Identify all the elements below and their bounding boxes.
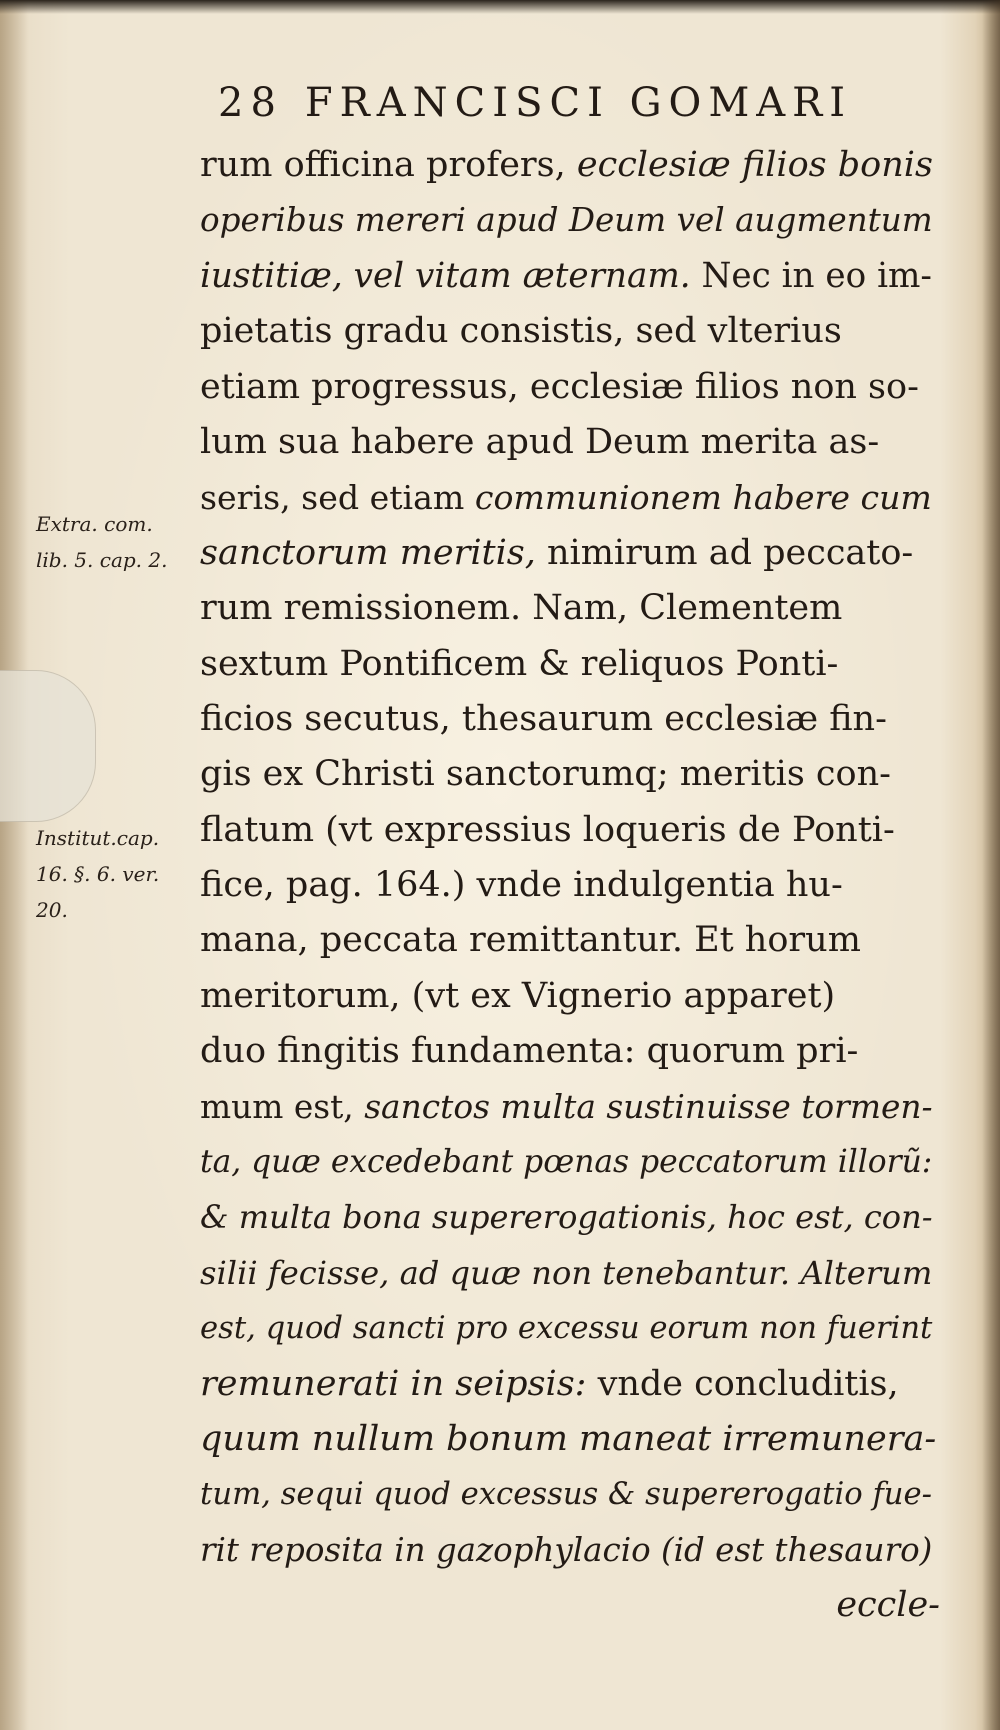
text-line — [200, 1080, 940, 1135]
text-line — [200, 470, 940, 525]
roman-text-run: ficios secutus, thesaurum ecclesiæ fin- — [200, 698, 887, 739]
spine-shadow — [0, 0, 28, 1730]
roman-text-run: flatum (vt expressius loqueris de Ponti- — [200, 809, 895, 850]
text-line — [200, 360, 940, 415]
text-line — [200, 747, 940, 802]
text-line-content — [200, 803, 895, 858]
text-line-content — [200, 858, 843, 913]
text-line-content — [200, 138, 933, 193]
text-line — [200, 913, 940, 968]
roman-text-run: mana, peccata remittantur. Et horum — [200, 920, 861, 961]
text-line-content — [200, 1301, 932, 1356]
roman-text-run: nimirum ad peccato- — [535, 532, 914, 573]
italic-text-run: iustitiæ, vel vitam æternam. — [200, 255, 691, 296]
text-line-content — [200, 526, 913, 581]
text-line-content — [200, 1024, 858, 1079]
text-line — [200, 193, 940, 248]
italic-text-run: rit reposita in gazophylacio (id est thesauro) — [200, 1530, 933, 1569]
text-line — [200, 1467, 940, 1522]
catchword: eccle- — [836, 1585, 940, 1626]
roman-text-run: rum remissionem. Nam, Clementem — [200, 588, 843, 629]
text-line-content — [200, 1135, 932, 1190]
italic-text-run: ta, quæ excedebant pœnas peccatorum illorũ: — [200, 1144, 933, 1181]
catchword-line — [200, 1578, 940, 1633]
text-line-content — [200, 1467, 932, 1522]
italic-text-run: sanctorum meritis, — [200, 532, 536, 573]
text-line-content — [200, 581, 842, 636]
text-line — [200, 1135, 940, 1190]
text-line — [200, 1412, 940, 1467]
margin-note-extravagantes — [36, 506, 196, 578]
text-line-content — [200, 969, 835, 1024]
text-line-content — [200, 913, 861, 968]
italic-text-run: est, quod sancti pro excessu eorum non fuerint — [200, 1311, 933, 1347]
text-line — [200, 304, 940, 359]
margin-note-line: 20. — [36, 898, 68, 922]
right-edge-shadow — [982, 0, 1000, 1730]
roman-text-run: seris, sed etiam — [200, 478, 475, 518]
text-line-content — [200, 1246, 932, 1301]
margin-note-line: Extra. com. — [36, 512, 153, 536]
roman-text-run: mum est, — [200, 1087, 365, 1126]
text-line — [200, 858, 940, 913]
margin-note-institutio — [36, 820, 196, 928]
text-line — [200, 1523, 940, 1578]
text-line — [200, 249, 940, 304]
text-line-content — [200, 1080, 933, 1135]
margin-note-line: lib. 5. cap. 2. — [36, 548, 168, 572]
paper-repair-patch — [0, 670, 96, 822]
page-number: 28 — [218, 80, 283, 126]
text-line-content — [200, 1357, 899, 1412]
roman-text-run: duo fingitis fundamenta: quorum pri- — [200, 1031, 859, 1072]
text-line — [200, 1301, 940, 1356]
margin-note-line: Institut.cap. — [36, 826, 160, 850]
italic-text-run: sanctos multa sustinuisse tormen- — [364, 1087, 933, 1126]
italic-text-run: operibus mereri apud Deum vel augmentum — [200, 201, 933, 240]
text-line-content — [200, 747, 891, 802]
text-line — [200, 692, 940, 747]
italic-text-run: tum, sequi quod excessus & supererogatio fue- — [200, 1477, 933, 1513]
text-line-content — [200, 360, 919, 415]
text-line-content — [200, 249, 932, 304]
text-line-content — [200, 470, 932, 525]
text-line — [200, 526, 940, 581]
roman-text-run: etiam progressus, ecclesiæ filios non so- — [200, 366, 919, 407]
text-line — [200, 415, 940, 470]
roman-text-run: gis ex Christi sanctorumq; meritis con- — [200, 754, 891, 795]
roman-text-run: pietatis gradu consistis, sed vlterius — [200, 311, 842, 352]
text-line — [200, 138, 940, 193]
roman-text-run: lum sua habere apud Deum merita as- — [200, 421, 880, 462]
roman-text-run: fice, pag. 164.) vnde indulgentia hu- — [200, 865, 843, 906]
text-line — [200, 1357, 940, 1412]
roman-text-run: sextum Pontificem & reliquos Ponti- — [200, 643, 839, 684]
italic-text-run: silii fecisse, ad quæ non tenebantur. Alterum — [200, 1253, 933, 1292]
text-line-content — [200, 692, 887, 747]
text-line — [200, 1246, 940, 1301]
body-text — [200, 138, 940, 1634]
text-line-content — [200, 1190, 933, 1245]
text-line-content — [200, 415, 879, 470]
italic-text-run: quum nullum bonum maneat irremunera- — [200, 1418, 937, 1459]
text-line — [200, 803, 940, 858]
running-title: FRANCISCI GOMARI — [304, 80, 853, 126]
roman-text-run: vnde concluditis, — [586, 1363, 899, 1404]
roman-text-run: rum officina profers, — [200, 145, 577, 185]
text-line-content — [200, 1412, 936, 1467]
roman-text-run: meritorum, (vt ex Vignerio apparet) — [200, 975, 836, 1016]
text-line — [200, 1024, 940, 1079]
text-line-content — [200, 637, 838, 692]
text-line-content — [200, 1523, 932, 1578]
text-line — [200, 637, 940, 692]
roman-text-run: Nec in eo im- — [690, 255, 932, 296]
text-line — [200, 969, 940, 1024]
running-header — [218, 80, 852, 140]
italic-text-run: & multa bona supererogationis, hoc est, con- — [200, 1198, 933, 1237]
italic-text-run: ecclesiæ filios bonis — [576, 145, 933, 185]
text-line — [200, 1190, 940, 1245]
margin-note-line: 16. §. 6. ver. — [36, 862, 160, 886]
text-line-content — [200, 193, 933, 248]
top-edge-shadow — [0, 0, 1000, 14]
italic-text-run: remunerati in seipsis: — [200, 1363, 587, 1404]
italic-text-run: communionem habere cum — [474, 478, 932, 518]
text-line — [200, 581, 940, 636]
text-line-content — [200, 304, 842, 359]
